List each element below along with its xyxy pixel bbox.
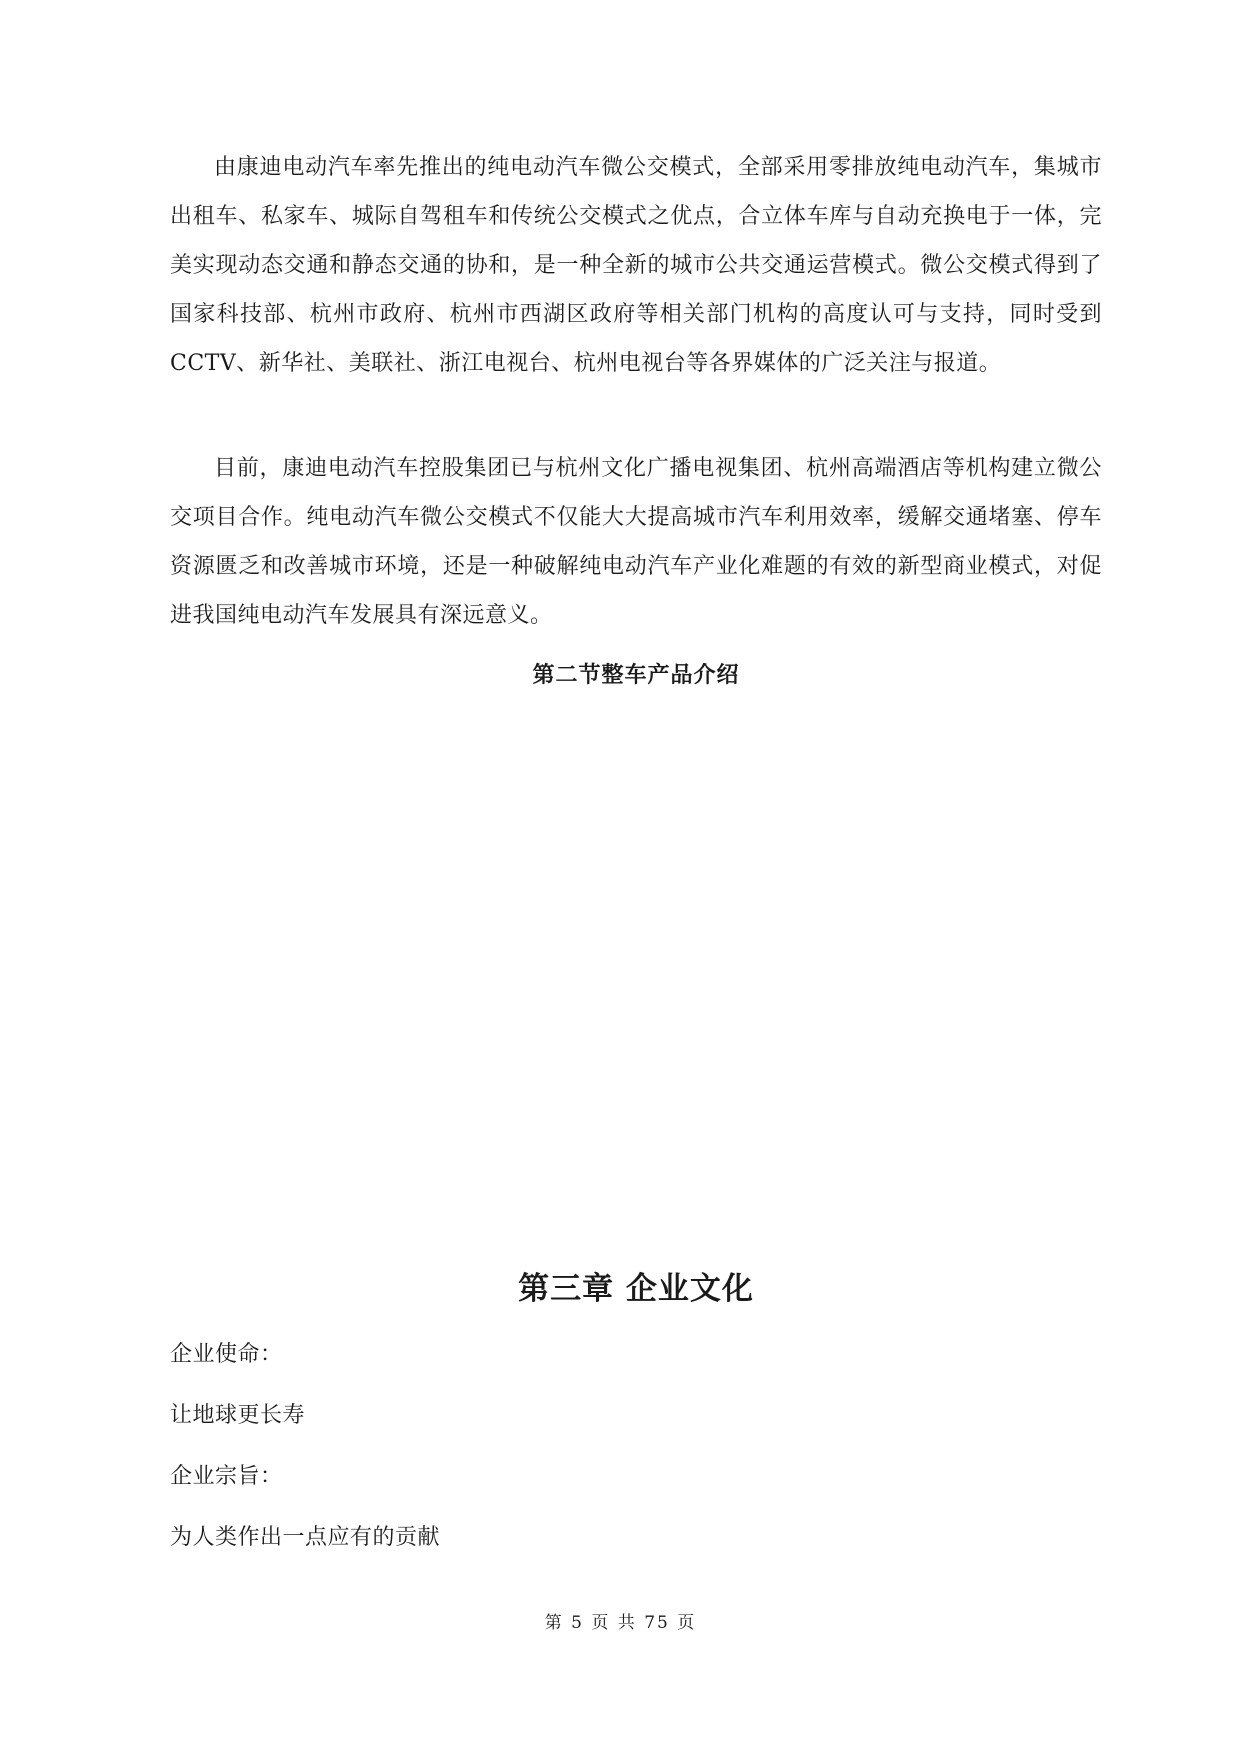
chapter-heading: 第三章 企业文化 (518, 1271, 754, 1307)
body-paragraph: 由康迪电动汽车率先推出的纯电动汽车微公交模式，全部采用零排放纯电动汽车，集城市出租车、私家车、城际自驾租车和传统公交模式之优点，合立体车库与自动充换电于一体，完美实现动态交通和静态交通的协和，是一种全新的城市公共交通运营模式。微公交模式得到了国家科技部、杭州市政府、杭州市西湖区政府等相关部门机构的高度认可与支持，同时受到 CCTV、新华社、美联社、浙江电视台、杭州电视台等各界媒体的广泛关注与报道。 (170, 155, 1102, 376)
mission-text: 让地球更长寿 (170, 1403, 306, 1428)
section-heading: 第二节整车产品介绍 (532, 663, 740, 688)
page-number-footer: 第 5 页 共 75 页 (544, 1613, 697, 1633)
body-paragraph: 目前，康迪电动汽车控股集团已与杭州文化广播电视集团、杭州高端酒店等机构建立微公交项目合作。纯电动汽车微公交模式不仅能大大提高城市汽车利用效率，缓解交通堵塞、停车资源匮乏和改善城市环境，还是一种破解纯电动汽车产业化难题的有效的新型商业模式，对促进我国纯电动汽车发展具有深远意义。 (170, 456, 1102, 628)
mission-label: 企业使命： (170, 1342, 283, 1367)
purpose-label: 企业宗旨： (170, 1464, 283, 1489)
purpose-text: 为人类作出一点应有的贡献 (170, 1525, 441, 1550)
